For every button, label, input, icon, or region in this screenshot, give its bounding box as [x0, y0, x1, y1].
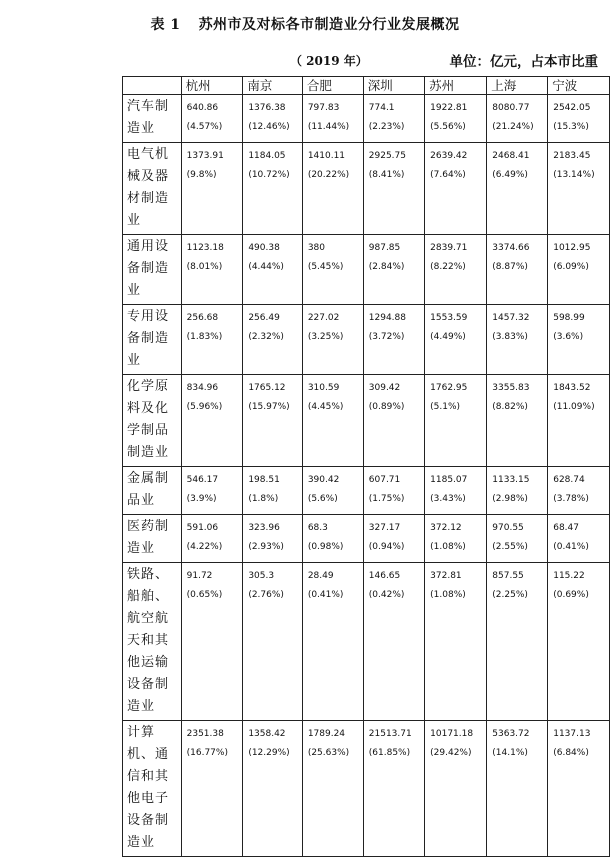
data-cell [548, 235, 610, 305]
output-value: 327.17 [368, 523, 401, 533]
output-value: 390.42 [307, 475, 340, 485]
industry-name: 电气机械及器材制造业 [123, 143, 182, 235]
output-value: 256.49 [248, 313, 280, 323]
output-value: 256.68 [186, 313, 219, 323]
share-percent: (5.56%) [430, 122, 466, 132]
share-percent: (8.87%) [492, 262, 528, 272]
header-row [123, 77, 610, 95]
data-cell [425, 235, 487, 305]
share-percent: (25.63%) [307, 748, 350, 758]
output-value: 2542.05 [553, 103, 591, 113]
share-percent: (0.69%) [553, 590, 589, 600]
data-cell [425, 375, 487, 467]
data-cell [363, 721, 424, 857]
share-percent: (6.49%) [492, 170, 528, 180]
output-value: 1012.95 [553, 243, 591, 253]
share-percent: (1.75%) [368, 494, 405, 504]
data-cell [181, 143, 243, 235]
industry-name: 专用设备制造业 [123, 305, 182, 375]
data-cell [487, 95, 548, 143]
share-percent: (13.14%) [553, 170, 595, 180]
output-value: 68.47 [553, 523, 579, 533]
data-cell [302, 515, 363, 563]
share-percent: (14.1%) [492, 748, 528, 758]
industry-name: 金属制品业 [123, 467, 182, 515]
output-value: 2639.42 [430, 151, 468, 161]
share-percent: (0.41%) [307, 590, 344, 600]
share-percent: (4.57%) [186, 122, 223, 132]
share-percent: (12.46%) [248, 122, 290, 132]
data-cell [363, 467, 424, 515]
share-percent: (5.6%) [307, 494, 338, 504]
table-row [123, 143, 610, 235]
output-value: 28.49 [307, 571, 334, 581]
output-value: 1765.12 [248, 383, 286, 393]
data-cell [487, 515, 548, 563]
data-cell [302, 305, 363, 375]
industry-name: 通用设备制造业 [123, 235, 182, 305]
share-percent: (4.22%) [186, 542, 223, 552]
output-value: 323.96 [248, 523, 280, 533]
data-cell [425, 721, 487, 857]
data-cell [181, 95, 243, 143]
data-cell [243, 305, 303, 375]
data-cell [487, 305, 548, 375]
output-value: 146.65 [368, 571, 401, 581]
data-cell [181, 235, 243, 305]
table-row [123, 375, 610, 467]
share-percent: (2.84%) [368, 262, 405, 272]
data-cell [363, 515, 424, 563]
share-percent: (15.3%) [553, 122, 589, 132]
output-value: 1376.38 [248, 103, 286, 113]
header-city-hangzhou: 杭州 [181, 77, 243, 95]
table-row [123, 515, 610, 563]
header-corner [123, 77, 182, 95]
output-value: 1553.59 [430, 313, 468, 323]
output-value: 10171.18 [430, 729, 474, 739]
share-percent: (0.41%) [553, 542, 589, 552]
industry-name: 医药制造业 [123, 515, 182, 563]
output-value: 305.3 [248, 571, 275, 581]
output-value: 1185.07 [430, 475, 468, 485]
output-value: 310.59 [307, 383, 340, 393]
data-cell [363, 375, 424, 467]
share-percent: (5.1%) [430, 402, 461, 412]
output-value: 372.81 [430, 571, 462, 581]
output-value: 1789.24 [307, 729, 346, 739]
output-value: 1123.18 [186, 243, 224, 253]
share-percent: (2.76%) [248, 590, 284, 600]
output-value: 2839.71 [430, 243, 468, 253]
header-city-shanghai: 上海 [487, 77, 548, 95]
data-cell [243, 143, 303, 235]
output-value: 380 [307, 243, 325, 253]
data-cell [363, 305, 424, 375]
share-percent: (3.9%) [186, 494, 217, 504]
share-percent: (29.42%) [430, 748, 472, 758]
industry-name: 汽车制造业 [123, 95, 182, 143]
output-value: 68.3 [307, 523, 328, 533]
data-cell [181, 515, 243, 563]
share-percent: (8.41%) [368, 170, 405, 180]
share-percent: (6.84%) [553, 748, 589, 758]
data-cell [302, 467, 363, 515]
share-percent: (0.94%) [368, 542, 405, 552]
data-cell [243, 563, 303, 721]
data-cell [302, 143, 363, 235]
share-percent: (3.78%) [553, 494, 589, 504]
output-value: 91.72 [186, 571, 213, 581]
header-city-nanjing: 南京 [243, 77, 303, 95]
data-cell [181, 721, 243, 857]
data-cell [181, 305, 243, 375]
share-percent: (8.82%) [492, 402, 528, 412]
output-value: 1294.88 [368, 313, 406, 323]
share-percent: (1.08%) [430, 542, 466, 552]
share-percent: (10.72%) [248, 170, 290, 180]
header-city-ningbo: 宁波 [548, 77, 610, 95]
table-number: 表 1 [150, 17, 181, 33]
industry-name: 铁路、船舶、航空航天和其他运输设备制造业 [123, 563, 182, 721]
output-value: 970.55 [492, 523, 524, 533]
share-percent: (0.89%) [368, 402, 405, 412]
share-percent: (6.09%) [553, 262, 589, 272]
share-percent: (3.83%) [492, 332, 528, 342]
data-cell [302, 563, 363, 721]
share-percent: (3.25%) [307, 332, 344, 342]
output-value: 607.71 [368, 475, 401, 485]
header-city-hefei: 合肥 [302, 77, 363, 95]
output-value: 1133.15 [492, 475, 530, 485]
industry-name: 化学原料及化学制品制造业 [123, 375, 182, 467]
output-value: 3355.83 [492, 383, 530, 393]
share-percent: (11.09%) [553, 402, 595, 412]
output-value: 227.02 [307, 313, 340, 323]
industry-name: 计算机、通信和其他电子设备制造业 [123, 721, 182, 857]
output-value: 2351.38 [186, 729, 224, 739]
share-percent: (4.44%) [248, 262, 284, 272]
share-percent: (3.6%) [553, 332, 584, 342]
data-cell [487, 467, 548, 515]
table-row [123, 563, 610, 721]
output-value: 1137.13 [553, 729, 591, 739]
output-value: 1843.52 [553, 383, 591, 393]
output-value: 628.74 [553, 475, 585, 485]
data-cell [243, 235, 303, 305]
header-city-suzhou: 苏州 [425, 77, 487, 95]
data-cell [487, 563, 548, 721]
subtitle-row [0, 52, 610, 72]
output-value: 1762.95 [430, 383, 468, 393]
share-percent: (7.64%) [430, 170, 466, 180]
data-cell [363, 563, 424, 721]
output-value: 8080.77 [492, 103, 530, 113]
share-percent: (3.43%) [430, 494, 466, 504]
data-cell [548, 515, 610, 563]
share-percent: (4.45%) [307, 402, 344, 412]
share-percent: (8.22%) [430, 262, 466, 272]
output-value: 115.22 [553, 571, 585, 581]
share-percent: (0.98%) [307, 542, 344, 552]
output-value: 774.1 [368, 103, 395, 113]
share-percent: (2.93%) [248, 542, 284, 552]
data-cell [425, 467, 487, 515]
data-cell [425, 563, 487, 721]
share-percent: (3.72%) [368, 332, 405, 342]
table-row [123, 721, 610, 857]
data-cell [243, 515, 303, 563]
output-value: 1410.11 [307, 151, 346, 161]
output-value: 1373.91 [186, 151, 224, 161]
data-cell [425, 143, 487, 235]
share-percent: (1.08%) [430, 590, 466, 600]
data-cell [548, 375, 610, 467]
output-value: 987.85 [368, 243, 401, 253]
output-value: 598.99 [553, 313, 585, 323]
share-percent: (8.01%) [186, 262, 223, 272]
data-cell [487, 143, 548, 235]
share-percent: (11.44%) [307, 122, 350, 132]
data-cell [425, 515, 487, 563]
share-percent: (1.8%) [248, 494, 279, 504]
share-percent: (1.83%) [186, 332, 223, 342]
output-value: 1922.81 [430, 103, 468, 113]
table-title [0, 14, 610, 34]
data-cell [243, 375, 303, 467]
unit-label: 单位：亿元，占本市比重 [449, 54, 598, 70]
output-value: 1358.42 [248, 729, 286, 739]
table-row [123, 95, 610, 143]
data-cell [548, 143, 610, 235]
share-percent: (16.77%) [186, 748, 228, 758]
data-cell [181, 375, 243, 467]
output-value: 2468.41 [492, 151, 530, 161]
share-percent: (0.42%) [368, 590, 405, 600]
share-percent: (2.55%) [492, 542, 528, 552]
data-cell [243, 95, 303, 143]
data-cell [487, 721, 548, 857]
data-cell [181, 563, 243, 721]
share-percent: (5.96%) [186, 402, 223, 412]
data-cell [487, 235, 548, 305]
data-cell [548, 467, 610, 515]
share-percent: (21.24%) [492, 122, 534, 132]
data-cell [243, 467, 303, 515]
output-value: 857.55 [492, 571, 524, 581]
year-label: （ 2019 年） [290, 54, 368, 68]
data-cell [487, 375, 548, 467]
data-cell [363, 143, 424, 235]
data-cell [548, 95, 610, 143]
output-value: 372.12 [430, 523, 462, 533]
output-value: 490.38 [248, 243, 280, 253]
data-cell [363, 95, 424, 143]
output-value: 834.96 [186, 383, 219, 393]
output-value: 591.06 [186, 523, 219, 533]
table-row [123, 467, 610, 515]
data-cell [548, 305, 610, 375]
share-percent: (4.49%) [430, 332, 466, 342]
table-row [123, 305, 610, 375]
output-value: 797.83 [307, 103, 340, 113]
output-value: 2925.75 [368, 151, 406, 161]
share-percent: (2.32%) [248, 332, 284, 342]
share-percent: (5.45%) [307, 262, 344, 272]
output-value: 198.51 [248, 475, 280, 485]
data-cell [243, 721, 303, 857]
data-cell [548, 721, 610, 857]
share-percent: (61.85%) [368, 748, 411, 758]
data-cell [425, 95, 487, 143]
data-cell [302, 375, 363, 467]
table-title-text: 苏州市及对标各市制造业分行业发展概况 [198, 17, 460, 33]
data-cell [302, 721, 363, 857]
share-percent: (2.98%) [492, 494, 528, 504]
output-value: 2183.45 [553, 151, 591, 161]
data-cell [548, 563, 610, 721]
share-percent: (15.97%) [248, 402, 290, 412]
output-value: 5363.72 [492, 729, 530, 739]
share-percent: (12.29%) [248, 748, 290, 758]
data-cell [363, 235, 424, 305]
share-percent: (2.23%) [368, 122, 405, 132]
output-value: 1184.05 [248, 151, 286, 161]
output-value: 546.17 [186, 475, 219, 485]
industry-table [122, 76, 610, 857]
data-cell [302, 95, 363, 143]
output-value: 1457.32 [492, 313, 530, 323]
data-cell [181, 467, 243, 515]
share-percent: (9.8%) [186, 170, 217, 180]
data-cell [425, 305, 487, 375]
share-percent: (0.65%) [186, 590, 223, 600]
share-percent: (20.22%) [307, 170, 350, 180]
share-percent: (2.25%) [492, 590, 528, 600]
output-value: 3374.66 [492, 243, 530, 253]
output-value: 21513.71 [368, 729, 412, 739]
data-cell [302, 235, 363, 305]
table-row [123, 235, 610, 305]
output-value: 309.42 [368, 383, 401, 393]
header-city-shenzhen: 深圳 [363, 77, 424, 95]
output-value: 640.86 [186, 103, 219, 113]
